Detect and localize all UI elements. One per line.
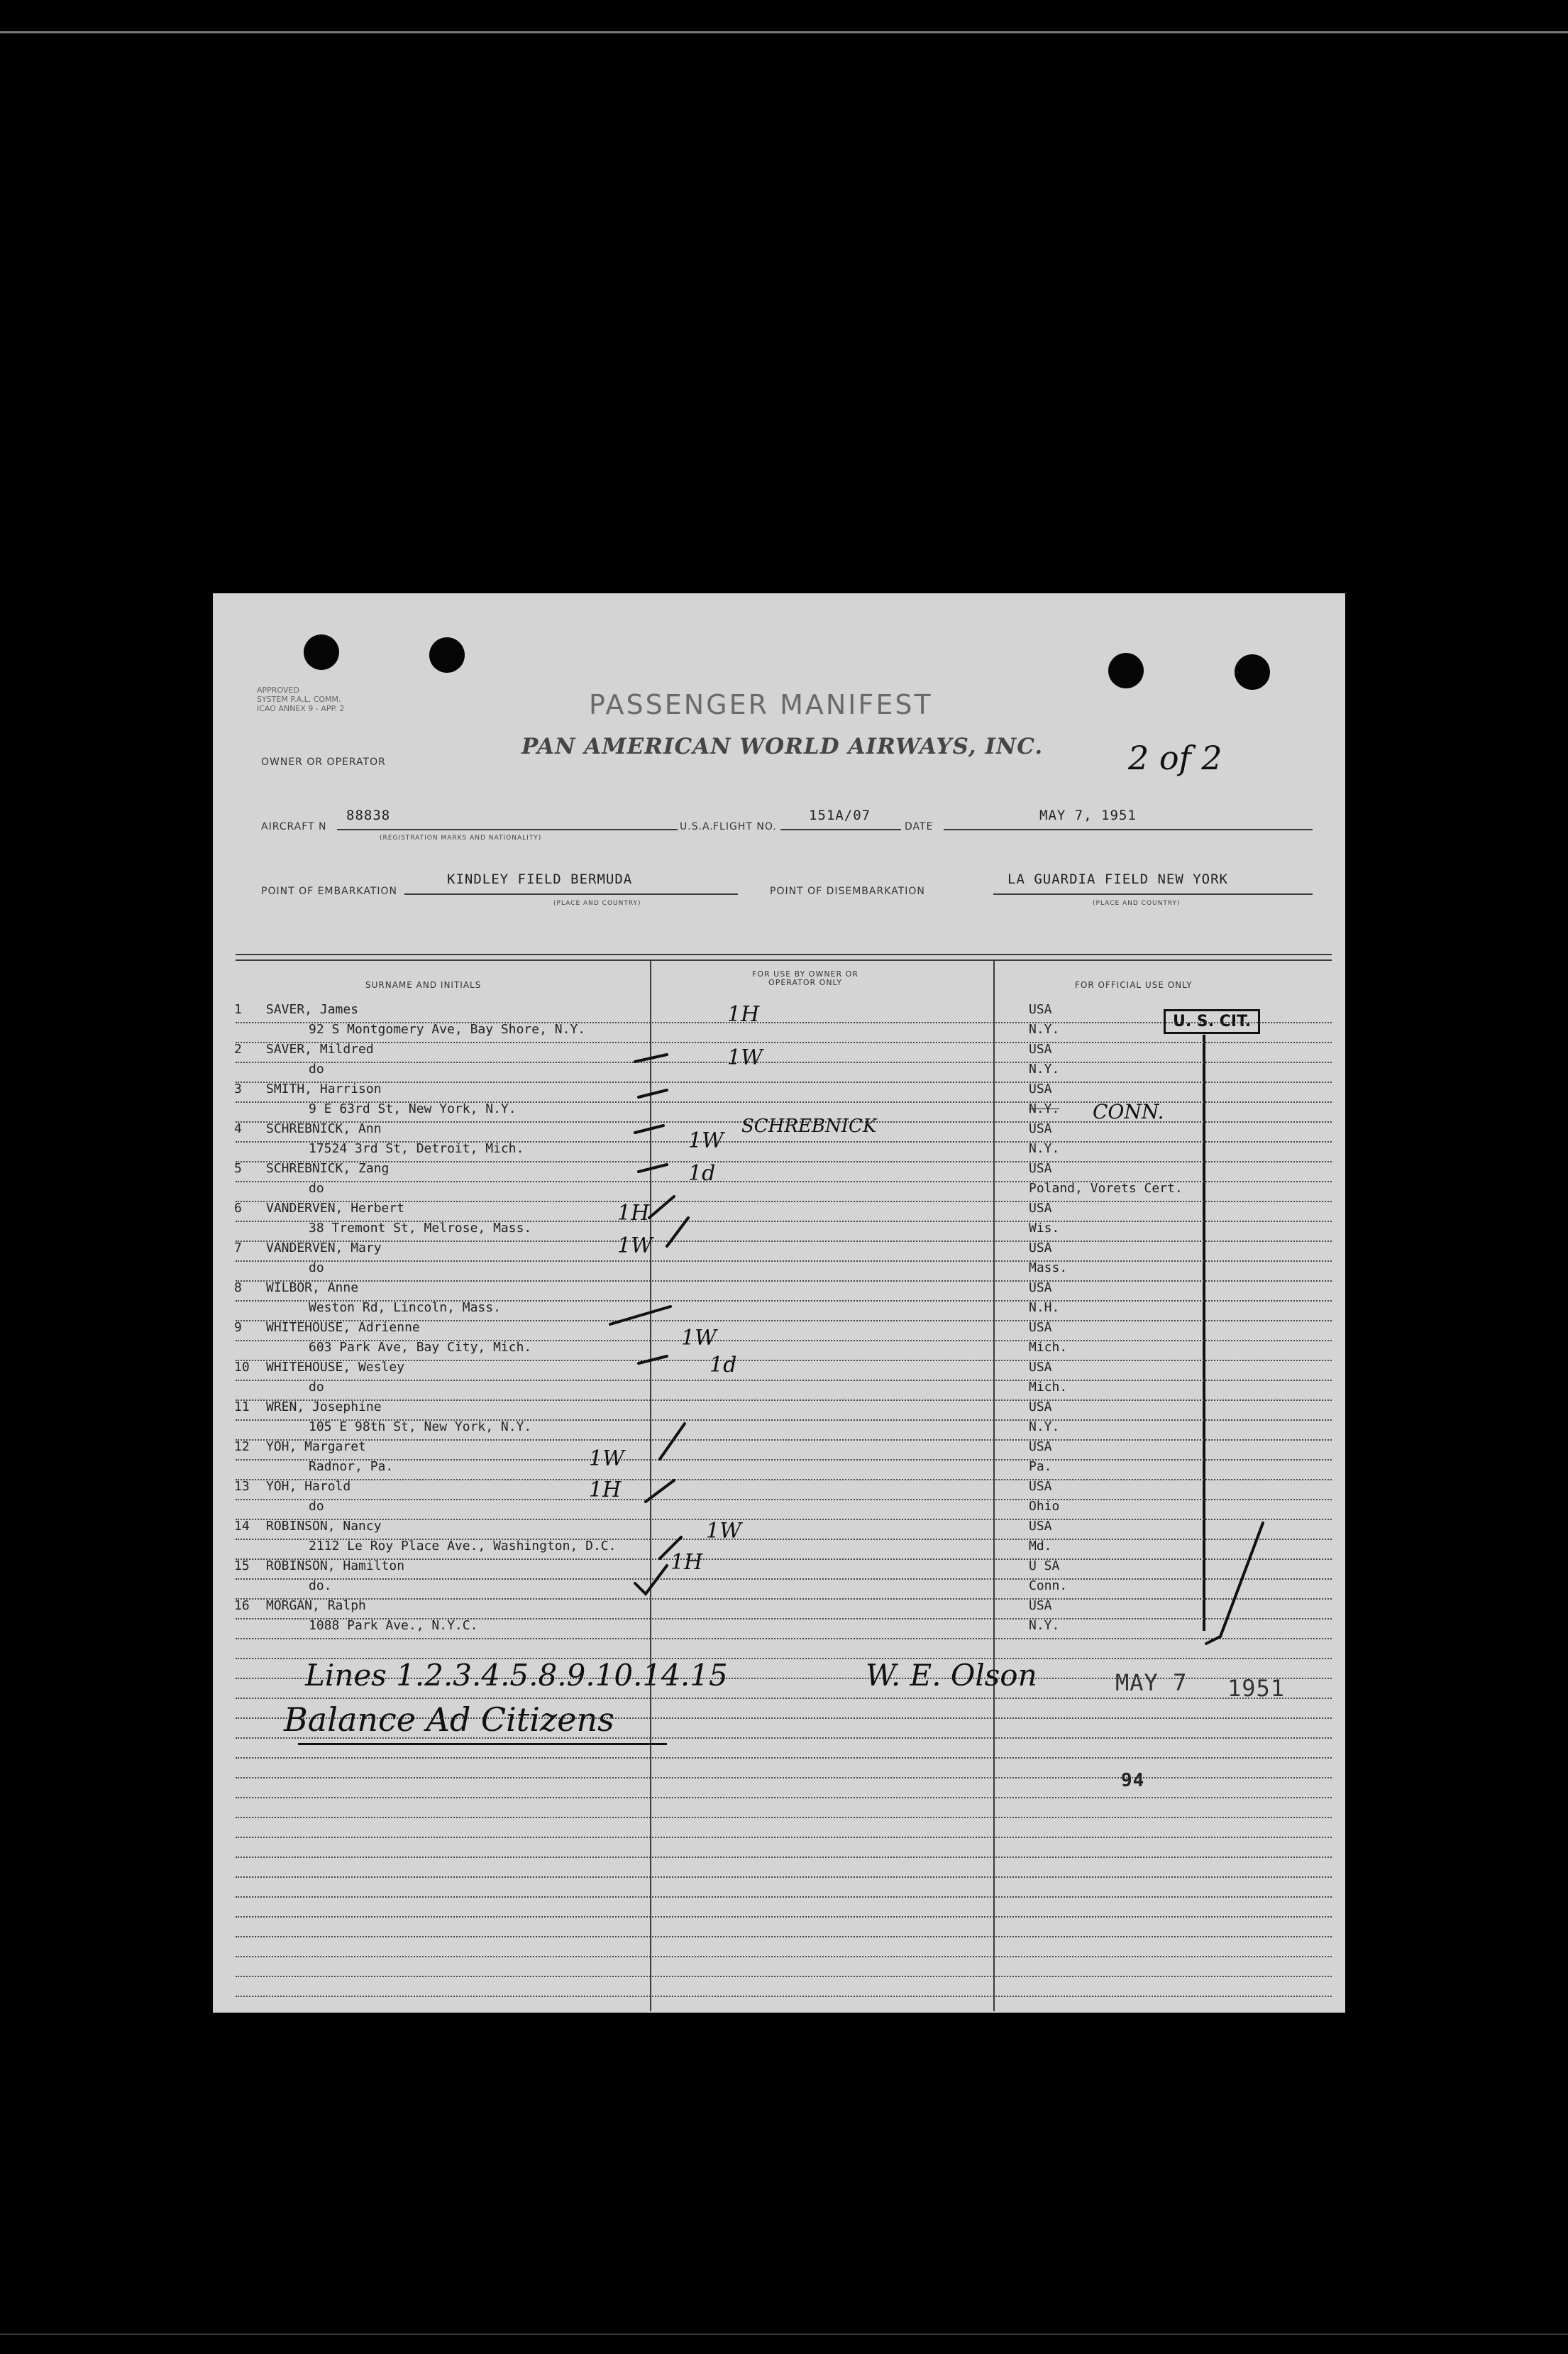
date-value: MAY 7, 1951 [1039,808,1137,823]
official-use-header: FOR OFFICIAL USE ONLY [1075,980,1193,990]
passenger-address: 1088 Park Ave., N.Y.C. [309,1618,478,1633]
row-number: 11 [234,1399,250,1414]
row-number: 9 [234,1320,242,1335]
country-1: USA [1029,1201,1052,1216]
country-1: USA [1029,1320,1052,1335]
country-2: N.Y. [1029,1062,1060,1077]
passenger-address: 2112 Le Roy Place Ave., Washington, D.C. [309,1539,617,1553]
passenger-name: SCHREBNICK, Zang [266,1161,390,1176]
passenger-address: 38 Tremont St, Melrose, Mass. [309,1221,532,1236]
row-number: 4 [234,1121,242,1136]
passenger-address: Radnor, Pa. [309,1459,394,1474]
form-title: PASSENGER MANIFEST [589,689,933,720]
aircraft-label: AIRCRAFT N [261,821,327,832]
country-1: USA [1029,1002,1052,1017]
country-1: USA [1029,1439,1052,1454]
passenger-name: VANDERVEN, Mary [266,1241,382,1255]
country-2: N.Y. [1029,1101,1060,1116]
officer-signature: W. E. Olson [866,1658,1037,1693]
operator-mark: 1W [706,1519,741,1544]
operator-mark: 1W [589,1446,624,1471]
operator-mark: 1d [710,1353,737,1377]
operator-mark: 1H [617,1201,650,1226]
country-2: N.Y. [1029,1618,1060,1633]
country-1: USA [1029,1042,1052,1057]
country-1: USA [1029,1161,1052,1176]
operator-mark: 1d [688,1161,716,1186]
operator-mark: 1H [670,1550,703,1575]
passenger-name: YOH, Harold [266,1479,351,1494]
us-citizen-stamp: U. S. CIT. [1164,1009,1260,1034]
passenger-name: VANDERVEN, Herbert [266,1201,405,1216]
passenger-name: ROBINSON, Nancy [266,1519,382,1534]
country-1: USA [1029,1598,1052,1613]
country-2: Md. [1029,1539,1052,1553]
country-1: U SA [1029,1558,1060,1573]
country-2: N.Y. [1029,1419,1060,1434]
operator-mark: 1H [727,1002,760,1027]
country-2: Ohio [1029,1499,1060,1514]
aircraft-value: 88838 [346,808,391,823]
country-2: N.Y. [1029,1141,1060,1156]
country-2: Mass. [1029,1260,1068,1275]
row-number: 3 [234,1082,242,1096]
stamp-date-month: MAY 7 [1115,1669,1188,1696]
passenger-address: do [309,1062,324,1077]
row-number: 15 [234,1558,250,1573]
surname-header: SURNAME AND INITIALS [365,980,482,990]
passenger-address: Weston Rd, Lincoln, Mass. [309,1300,501,1315]
passenger-name: SMITH, Harrison [266,1082,382,1096]
country-2: N.Y. [1029,1022,1060,1037]
owner-label: OWNER OR OPERATOR [261,757,386,768]
country-1: USA [1029,1479,1052,1494]
flight-label: FLIGHT NO. [713,821,777,832]
passenger-name: WREN, Josephine [266,1399,382,1414]
passenger-name: WHITEHOUSE, Wesley [266,1360,405,1375]
passenger-address: do. [309,1578,332,1593]
passenger-name: MORGAN, Ralph [266,1598,366,1613]
film-edge-line [0,2333,1568,2335]
passenger-name: YOH, Margaret [266,1439,366,1454]
aircraft-sub-label: (REGISTRATION MARKS AND NATIONALITY) [380,835,542,842]
passenger-address: 92 S Montgomery Ave, Bay Shore, N.Y. [309,1022,586,1037]
passenger-name: SAVER, Mildred [266,1042,374,1057]
lines-note: Lines 1.2.3.4.5.8.9.10.14.15 [305,1658,728,1693]
signature-underline [298,1743,667,1745]
row-number: 2 [234,1042,242,1057]
passenger-address: do [309,1380,324,1395]
embarkation-label: POINT OF EMBARKATION [261,886,398,897]
passenger-name: SCHREBNICK, Ann [266,1121,382,1136]
handwritten-surname: SCHREBNICK [741,1116,877,1137]
passenger-address: do [309,1499,324,1514]
embarkation-sub: (PLACE AND COUNTRY) [553,900,641,907]
row-number: 1 [234,1002,242,1017]
handwritten-conn: CONN. [1093,1100,1164,1123]
country-2: Mich. [1029,1380,1068,1395]
country-2: N.H. [1029,1300,1060,1315]
operator-mark: 1W [688,1128,724,1153]
passenger-address: 9 E 63rd St, New York, N.Y. [309,1101,517,1116]
passenger-name: ROBINSON, Hamilton [266,1558,405,1573]
passenger-address: 105 E 98th St, New York, N.Y. [309,1419,532,1434]
disembarkation-value: LA GUARDIA FIELD NEW YORK [1007,871,1228,887]
passenger-address: do [309,1260,324,1275]
approval-line: ICAO ANNEX 9 - APP. 2 [257,704,345,713]
country-2: Pa. [1029,1459,1052,1474]
disembarkation-sub: (PLACE AND COUNTRY) [1093,900,1181,907]
balance-note: Balance Ad Citizens [284,1700,614,1739]
passenger-address: 603 Park Ave, Bay City, Mich. [309,1340,532,1355]
passenger-address: do [309,1181,324,1196]
passenger-name: WHITEHOUSE, Adrienne [266,1320,420,1335]
row-number: 5 [234,1161,242,1176]
embarkation-value: KINDLEY FIELD BERMUDA [447,871,633,887]
total-count: 94 [1121,1770,1145,1791]
page-mark: 2 of 2 [1128,739,1222,777]
passenger-name: SAVER, James [266,1002,359,1017]
check-marks [213,593,1345,2013]
country-2: Poland, Vorets Cert. [1029,1181,1183,1196]
row-number: 8 [234,1280,242,1295]
usa-label: U.S.A. [680,821,714,832]
flight-value: 151A/07 [809,808,871,823]
operator-mark: 1W [727,1045,763,1070]
approval-line: APPROVED [257,686,299,695]
country-1: USA [1029,1121,1052,1136]
country-1: USA [1029,1360,1052,1375]
operator-mark: 1W [617,1233,653,1258]
country-1: USA [1029,1399,1052,1414]
row-number: 16 [234,1598,250,1613]
country-1: USA [1029,1280,1052,1295]
company-name: PAN AMERICAN WORLD AIRWAYS, INC. [521,734,1044,759]
country-2: Conn. [1029,1578,1068,1593]
disembarkation-label: POINT OF DISEMBARKATION [770,886,925,897]
row-number: 10 [234,1360,250,1375]
operator-mark: 1H [589,1478,622,1502]
row-number: 12 [234,1439,250,1454]
country-2: Mich. [1029,1340,1068,1355]
country-1: USA [1029,1519,1052,1534]
film-edge-line [0,31,1568,33]
operator-mark: 1W [681,1326,717,1351]
manifest-sheet [213,593,1345,2013]
row-number: 6 [234,1201,242,1216]
row-number: 7 [234,1241,242,1255]
date-label: DATE [905,821,934,832]
country-2: Wis. [1029,1221,1060,1236]
row-number: 14 [234,1519,250,1534]
country-1: USA [1029,1082,1052,1096]
country-1: USA [1029,1241,1052,1255]
passenger-address: 17524 3rd St, Detroit, Mich. [309,1141,524,1156]
approval-line: SYSTEM P.A.L. COMM. [257,695,341,704]
stamp-date-year: 1951 [1227,1675,1286,1702]
passenger-name: WILBOR, Anne [266,1280,359,1295]
row-number: 13 [234,1479,250,1494]
owner-use-header: FOR USE BY OWNER OR OPERATOR ONLY [752,969,858,987]
